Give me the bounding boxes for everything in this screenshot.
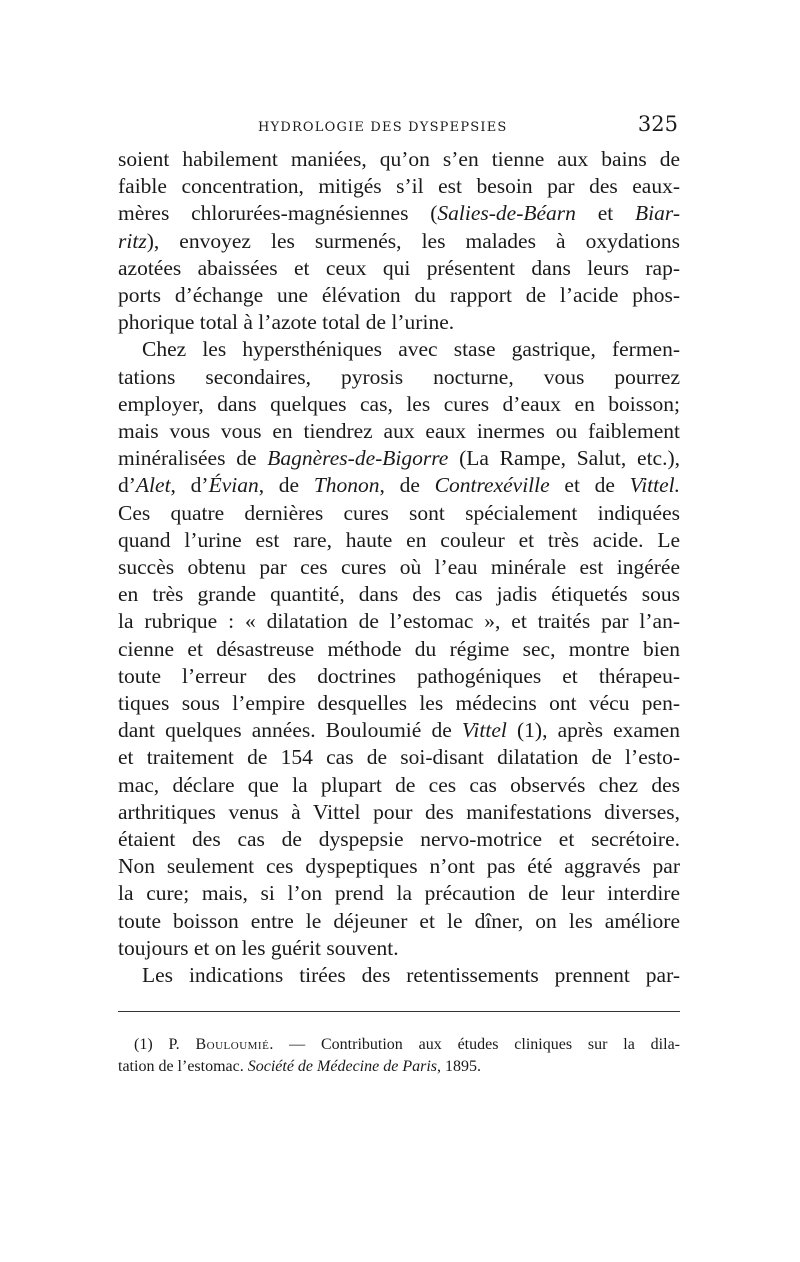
text-run: et de bbox=[549, 473, 630, 498]
footnote-rule bbox=[118, 1011, 680, 1012]
text-run: (1), après examen bbox=[506, 718, 680, 743]
footnote bbox=[118, 1034, 680, 1078]
text-line: employer, dans quelques cas, les cures d’eaux en boisson; bbox=[118, 391, 680, 416]
text-line: azotées abaissées et ceux qui présentent dans leurs rap- bbox=[118, 255, 680, 280]
text-run: dant quelques années. Bouloumié de bbox=[118, 718, 462, 743]
text-line bbox=[118, 228, 680, 255]
text-run: . — Contribution aux études cliniques sur la dila- bbox=[269, 1036, 680, 1054]
text-line: ports d’échange une élévation du rapport de l’acide phos- bbox=[118, 283, 680, 308]
running-title: HYDROLOGIE DES DYSPEPSIES bbox=[258, 120, 508, 135]
paragraph-1 bbox=[118, 146, 680, 336]
text-run: minéralisées de bbox=[118, 446, 268, 471]
text-run: , d’ bbox=[170, 473, 209, 498]
journal-name: Société de Médecine de Paris bbox=[247, 1058, 437, 1076]
text-run: (La Rampe, Salut, etc.), bbox=[448, 446, 680, 471]
place-name: ritz bbox=[118, 228, 147, 253]
text-line: la cure; mais, si l’on prend la précaution de leur interdire bbox=[118, 881, 680, 906]
text-line bbox=[118, 200, 680, 227]
text-line: Chez les hypersthéniques avec stase gastrique, fermen- bbox=[142, 337, 680, 362]
text-run: , de bbox=[258, 473, 314, 498]
text-line: mac, déclare que la plupart de ces cas observés chez des bbox=[118, 772, 680, 797]
footnote-line bbox=[118, 1056, 680, 1078]
text-run: (1) P. bbox=[134, 1036, 196, 1054]
text-line: soient habilement maniées, qu’on s’en tienne aux bains de bbox=[118, 147, 680, 171]
place-name: Alet bbox=[135, 473, 171, 498]
text-line: Les indications tirées des retentissements prennent par- bbox=[142, 963, 680, 988]
text-line: toute boisson entre le déjeuner et le dîner, on les améliore bbox=[118, 908, 680, 933]
book-page bbox=[118, 112, 680, 1078]
text-line: succès obtenu par ces cures où l’eau minérale est ingérée bbox=[118, 555, 680, 580]
text-line: toujours et on les guérit souvent. bbox=[118, 935, 399, 960]
text-line: et traitement de 154 cas de soi-disant dilatation de l’esto- bbox=[118, 745, 680, 770]
text-line: faible concentration, mitigés s’il est besoin par des eaux- bbox=[118, 174, 680, 199]
paragraph-2 bbox=[118, 336, 680, 962]
text-line: Ces quatre dernières cures sont spécialement indiquées bbox=[118, 500, 680, 525]
place-name: Vittel. bbox=[629, 473, 681, 498]
text-line: cienne et désastreuse méthode du régime sec, montre bien bbox=[118, 636, 680, 661]
place-name: Vittel bbox=[461, 718, 507, 743]
text-line: quand l’urine est rare, haute en couleur et très acide. Le bbox=[118, 527, 680, 552]
text-line: tiques sous l’empire desquelles les médecins ont vécu pen- bbox=[118, 691, 680, 716]
text-line: tations secondaires, pyrosis nocturne, vous pourrez bbox=[118, 364, 680, 389]
place-name: Salies-de-Béarn bbox=[437, 201, 576, 226]
paragraph-3 bbox=[118, 962, 680, 989]
text-line bbox=[118, 472, 680, 499]
text-line: Non seulement ces dyspeptiques n’ont pas été aggravés par bbox=[118, 854, 680, 879]
place-name: Bagnères-de-Bigorre bbox=[267, 446, 449, 471]
text-run: tation de l’estomac. bbox=[118, 1058, 248, 1076]
text-line bbox=[118, 445, 680, 472]
author-name: Bouloumié bbox=[195, 1036, 270, 1054]
running-head bbox=[118, 112, 680, 142]
text-run: , de bbox=[379, 473, 435, 498]
text-line: la rubrique : « dilatation de l’estomac », et traités par l’an- bbox=[118, 609, 680, 634]
text-line: étaient des cas de dyspepsie nervo-motrice et secrétoire. bbox=[118, 827, 680, 852]
place-name: Biar- bbox=[635, 201, 680, 226]
text-line: phorique total à l’azote total de l’urine. bbox=[118, 310, 455, 335]
place-name: Évian bbox=[208, 473, 259, 498]
body-text bbox=[118, 146, 680, 989]
text-run: ), envoyez les surmenés, les malades à oxydations bbox=[146, 228, 680, 253]
text-run: et bbox=[575, 201, 636, 226]
place-name: Contrexéville bbox=[434, 473, 550, 498]
text-line: arthritiques venus à Vittel pour des manifestations diverses, bbox=[118, 799, 680, 824]
text-line: en très grande quantité, dans des cas jadis étiquetés sous bbox=[118, 582, 680, 607]
place-name: Thonon bbox=[313, 473, 380, 498]
text-run: , 1895. bbox=[436, 1058, 481, 1076]
page-number: 325 bbox=[637, 112, 678, 136]
text-line bbox=[118, 717, 680, 744]
text-line: toute l’erreur des doctrines pathogéniques et thérapeu- bbox=[118, 663, 680, 688]
footnote-line bbox=[118, 1034, 680, 1056]
text-run: d’ bbox=[118, 473, 136, 498]
text-run: mères chlorurées-magnésiennes ( bbox=[118, 201, 438, 226]
text-line: mais vous vous en tiendrez aux eaux inermes ou faiblement bbox=[118, 419, 680, 444]
